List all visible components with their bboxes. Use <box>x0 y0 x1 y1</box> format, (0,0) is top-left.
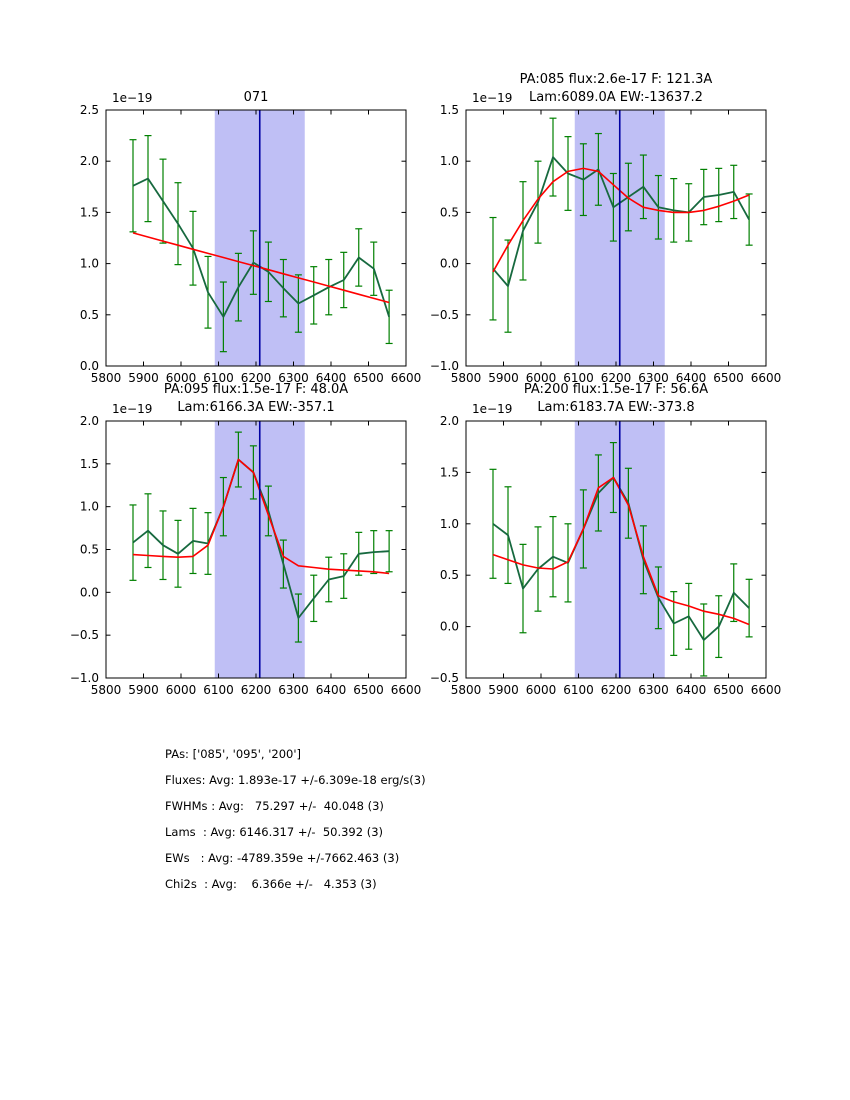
svg-text:6500: 6500 <box>713 371 744 385</box>
svg-text:6200: 6200 <box>600 683 632 697</box>
subplot-title-line1: PA:200 flux:1.5e-17 F: 56.6A <box>523 382 709 397</box>
subplot-title-line1: PA:085 flux:2.6e-17 F: 121.3A <box>519 72 713 87</box>
stats-line-chi2s: Chi2s : Avg: 6.366e +/- 4.353 (3) <box>165 877 377 891</box>
svg-text:6100: 6100 <box>203 683 234 697</box>
svg-text:6600: 6600 <box>750 371 782 385</box>
svg-text:6500: 6500 <box>713 683 744 697</box>
svg-text:2.0: 2.0 <box>79 414 99 428</box>
stats-block <box>165 741 426 897</box>
svg-text:0.5: 0.5 <box>79 307 99 322</box>
svg-text:6300: 6300 <box>638 371 669 385</box>
svg-text:6000: 6000 <box>165 371 197 385</box>
svg-text:5800: 5800 <box>90 371 122 385</box>
stats-line-fwhms: FWHMs : Avg: 75.297 +/- 40.048 (3) <box>165 799 384 813</box>
svg-text:1.0: 1.0 <box>79 499 99 514</box>
svg-text:2.5: 2.5 <box>79 103 99 117</box>
subplot-title-line2: Lam:6166.3A EW:-357.1 <box>177 400 335 415</box>
svg-text:0.5: 0.5 <box>439 568 459 583</box>
svg-text:0.5: 0.5 <box>79 542 99 557</box>
subplot-top-right <box>400 80 800 402</box>
axis-offset-label: 1e−19 <box>112 402 153 416</box>
svg-text:0.0: 0.0 <box>439 619 459 634</box>
stats-line-pas: PAs: ['085', '095', '200'] <box>165 747 302 761</box>
svg-text:6200: 6200 <box>240 683 272 697</box>
svg-text:0.0: 0.0 <box>79 585 99 600</box>
svg-text:6200: 6200 <box>240 371 272 385</box>
svg-text:6300: 6300 <box>278 371 309 385</box>
svg-text:5900: 5900 <box>488 371 519 385</box>
svg-text:6600: 6600 <box>390 371 422 385</box>
svg-text:−0.5: −0.5 <box>69 628 99 643</box>
svg-text:6100: 6100 <box>563 371 594 385</box>
subplot-top-left <box>40 80 440 402</box>
svg-text:0.5: 0.5 <box>439 205 459 220</box>
svg-text:5900: 5900 <box>488 683 519 697</box>
svg-text:5900: 5900 <box>128 683 159 697</box>
svg-text:1.0: 1.0 <box>439 154 459 169</box>
svg-text:1.0: 1.0 <box>79 256 99 271</box>
svg-text:−1.0: −1.0 <box>69 671 99 685</box>
svg-text:6000: 6000 <box>525 371 557 385</box>
subplot-title-line1: PA:095 flux:1.5e-17 F: 48.0A <box>163 382 349 397</box>
svg-text:−1.0: −1.0 <box>429 359 459 373</box>
svg-text:6400: 6400 <box>315 371 347 385</box>
svg-text:6000: 6000 <box>525 683 557 697</box>
svg-text:5900: 5900 <box>128 371 159 385</box>
svg-text:6400: 6400 <box>675 683 707 697</box>
svg-text:6100: 6100 <box>203 371 234 385</box>
svg-text:−0.5: −0.5 <box>429 307 459 322</box>
subplot-bottom-left <box>40 391 440 714</box>
subplot-title-line2: Lam:6183.7A EW:-373.8 <box>537 400 695 415</box>
svg-text:6500: 6500 <box>353 371 384 385</box>
svg-text:6200: 6200 <box>600 371 632 385</box>
chart-svg <box>40 80 440 402</box>
svg-text:1.5: 1.5 <box>439 465 459 480</box>
svg-text:6600: 6600 <box>750 683 782 697</box>
svg-text:1.5: 1.5 <box>439 103 459 117</box>
axis-offset-label: 1e−19 <box>472 91 513 105</box>
axis-offset-label: 1e−19 <box>472 402 513 416</box>
stats-line-lams: Lams : Avg: 6146.317 +/- 50.392 (3) <box>165 825 384 839</box>
svg-text:6600: 6600 <box>390 683 422 697</box>
svg-text:−0.5: −0.5 <box>429 671 459 685</box>
svg-text:1.0: 1.0 <box>439 516 459 531</box>
svg-text:6100: 6100 <box>563 683 594 697</box>
chart-svg <box>400 391 800 714</box>
subplot-title-line2: 071 <box>243 90 269 105</box>
stats-line-ews: EWs : Avg: -4789.359e +/-7662.463 (3) <box>165 851 400 865</box>
subplot-title-line2: Lam:6089.0A EW:-13637.2 <box>529 90 703 105</box>
svg-text:1.5: 1.5 <box>79 205 99 220</box>
svg-text:6400: 6400 <box>675 371 707 385</box>
stats-line-fluxes: Fluxes: Avg: 1.893e-17 +/-6.309e-18 erg/s(3) <box>165 773 426 787</box>
svg-text:1.5: 1.5 <box>79 456 99 471</box>
svg-text:5800: 5800 <box>450 371 482 385</box>
svg-text:5800: 5800 <box>450 683 482 697</box>
svg-text:2.0: 2.0 <box>79 154 99 169</box>
subplot-bottom-right <box>400 391 800 714</box>
svg-text:6300: 6300 <box>278 683 309 697</box>
svg-text:6400: 6400 <box>315 683 347 697</box>
svg-text:0.0: 0.0 <box>439 256 459 271</box>
svg-text:6500: 6500 <box>353 683 384 697</box>
svg-text:0.0: 0.0 <box>79 359 99 373</box>
svg-text:2.0: 2.0 <box>439 414 459 428</box>
chart-svg <box>400 80 800 402</box>
svg-text:5800: 5800 <box>90 683 122 697</box>
axis-offset-label: 1e−19 <box>112 91 153 105</box>
svg-text:6300: 6300 <box>638 683 669 697</box>
chart-svg <box>40 391 440 714</box>
svg-text:6000: 6000 <box>165 683 197 697</box>
